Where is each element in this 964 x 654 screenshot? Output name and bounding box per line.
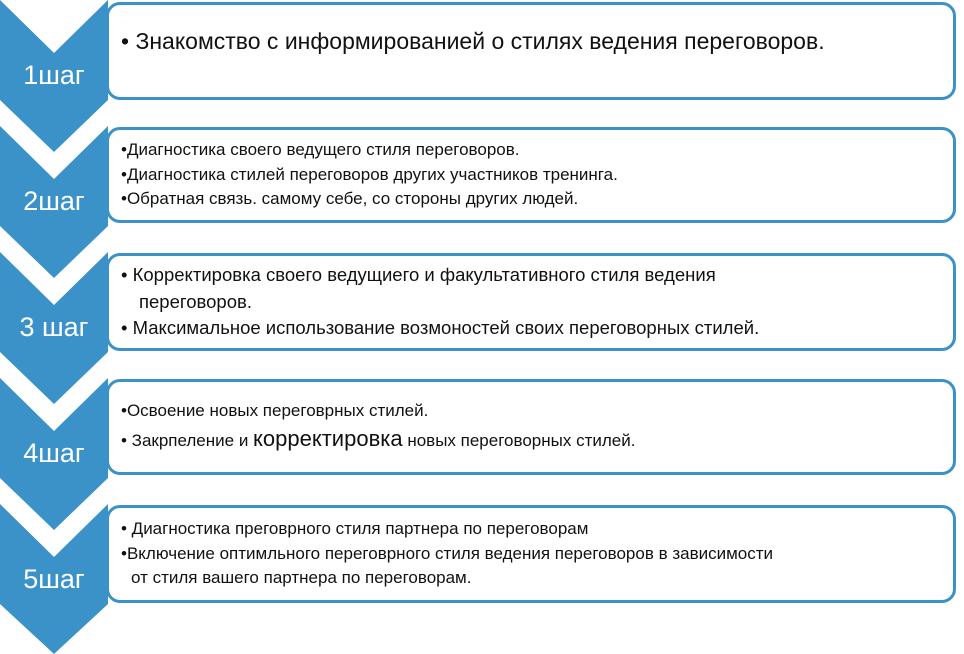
step-2-item: •Диагностика своего ведущего стиля переговоров. xyxy=(121,140,520,160)
step-1-box xyxy=(106,2,956,100)
step-4-item xyxy=(121,423,953,455)
step-4-item: •Освоение новых переговрных стилей. xyxy=(121,400,429,420)
step-1-item: • Знакомство с информированией о стилях ведения переговоров. xyxy=(121,28,825,54)
step-4-item-emphasis: корректировка xyxy=(253,426,403,452)
step-3-box xyxy=(106,253,956,351)
step-5-box xyxy=(106,505,956,603)
step-5-label: 5шаг xyxy=(23,564,85,594)
step-3-label: 3 шаг xyxy=(19,312,89,342)
step-2-box xyxy=(106,127,956,223)
step-5-item-continuation: от стиля вашего партнера по переговорам. xyxy=(131,568,472,588)
step-2-item: •Обратная связь. самому себе, со стороны других людей. xyxy=(121,189,579,209)
step-3-item-continuation: переговоров. xyxy=(139,290,252,312)
step-3-item: • Корректировка своего ведущиего и факультативного стиля ведения xyxy=(121,263,716,285)
step-2-item: •Диагностика стилей переговоров других участников тренинга. xyxy=(121,164,618,184)
step-3-item: • Максимальное использование возмоностей своих переговорных стилей. xyxy=(121,317,760,339)
step-5-item: • Диагностика преговрного стиля партнера по переговорам xyxy=(121,519,589,539)
step-4-item-text: • Закрпеление и xyxy=(121,431,254,451)
step-5-item: •Включение оптимльного переговрного стиля ведения переговоров в зависимости xyxy=(121,543,774,563)
step-4-item-text: новых переговорных стилей. xyxy=(402,431,636,451)
step-4-label: 4шаг xyxy=(23,438,85,468)
step-4-box xyxy=(106,379,956,475)
step-1-label: 1шаг xyxy=(23,60,85,90)
step-2-label: 2шаг xyxy=(23,186,85,216)
